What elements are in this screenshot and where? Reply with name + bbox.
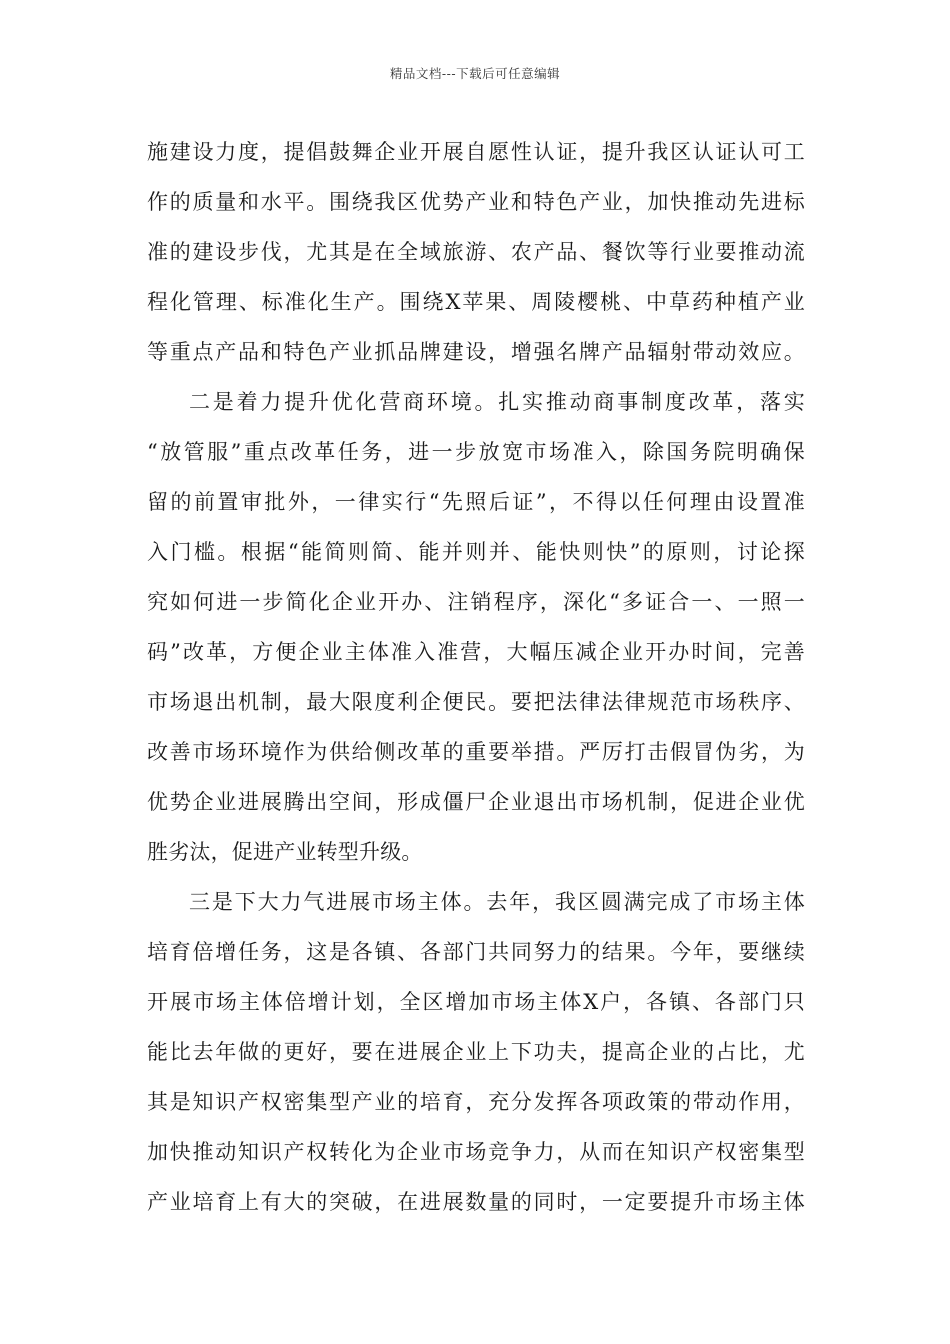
- text-line: 究如何进一步简化企业开办、注销程序，深化“多证合一、一照一: [147, 590, 805, 614]
- text-line: 其是知识产权密集型产业的培育，充分发挥各项政策的带动作用，: [147, 1090, 805, 1114]
- text-line: 市场退出机制，最大限度利企便民。要把法律法律规范市场秩序、: [147, 690, 805, 714]
- text-line: 产业培育上有大的突破，在进展数量的同时，一定要提升市场主体: [147, 1190, 805, 1214]
- text-line: 能比去年做的更好，要在进展企业上下功夫，提高企业的占比，尤: [147, 1040, 805, 1064]
- text-line: “放管服”重点改革任务，进一步放宽市场准入，除国务院明确保: [147, 440, 805, 464]
- page-header: 精品文档---下载后可任意编辑: [389, 66, 561, 81]
- text-line: 等重点产品和特色产业抓品牌建设，增强名牌产品辐射带动效应。: [147, 340, 805, 364]
- document-body: [147, 127, 805, 1227]
- text-line: 作的质量和水平。围绕我区优势产业和特色产业，加快推动先进标: [147, 190, 805, 214]
- text-line: 准的建设步伐，尤其是在全域旅游、农产品、餐饮等行业要推动流: [147, 240, 805, 264]
- text-line: 开展市场主体倍增计划，全区增加市场主体X户，各镇、各部门只: [147, 990, 805, 1014]
- text-line: 留的前置审批外，一律实行“先照后证”，不得以任何理由设置准: [147, 490, 805, 514]
- text-line: 入门槛。根据“能简则简、能并则并、能快则快”的原则，讨论探: [147, 540, 805, 564]
- text-line: 改善市场环境作为供给侧改革的重要举措。严厉打击假冒伪劣，为: [147, 740, 805, 764]
- paragraph-last-line: 胜劣汰，促进产业转型升级。: [147, 840, 423, 864]
- text-line: 码”改革，方便企业主体准入准营，大幅压减企业开办时间，完善: [147, 640, 805, 664]
- text-line: 施建设力度，提倡鼓舞企业开展自愿性认证，提升我区认证认可工: [147, 140, 805, 164]
- text-line: 加快推动知识产权转化为企业市场竞争力，从而在知识产权密集型: [147, 1140, 805, 1164]
- text-line: 优势企业进展腾出空间，形成僵尸企业退出市场机制，促进企业优: [147, 790, 805, 814]
- paragraph-first-line: 二是着力提升优化营商环境。扎实推动商事制度改革，落实: [189, 390, 805, 414]
- paragraph-first-line: 三是下大力气进展市场主体。去年，我区圆满完成了市场主体: [189, 890, 805, 914]
- text-line: 程化管理、标准化生产。围绕X苹果、周陵樱桃、中草药种植产业: [147, 290, 805, 314]
- text-line: 培育倍增任务，这是各镇、各部门共同努力的结果。今年，要继续: [147, 940, 805, 964]
